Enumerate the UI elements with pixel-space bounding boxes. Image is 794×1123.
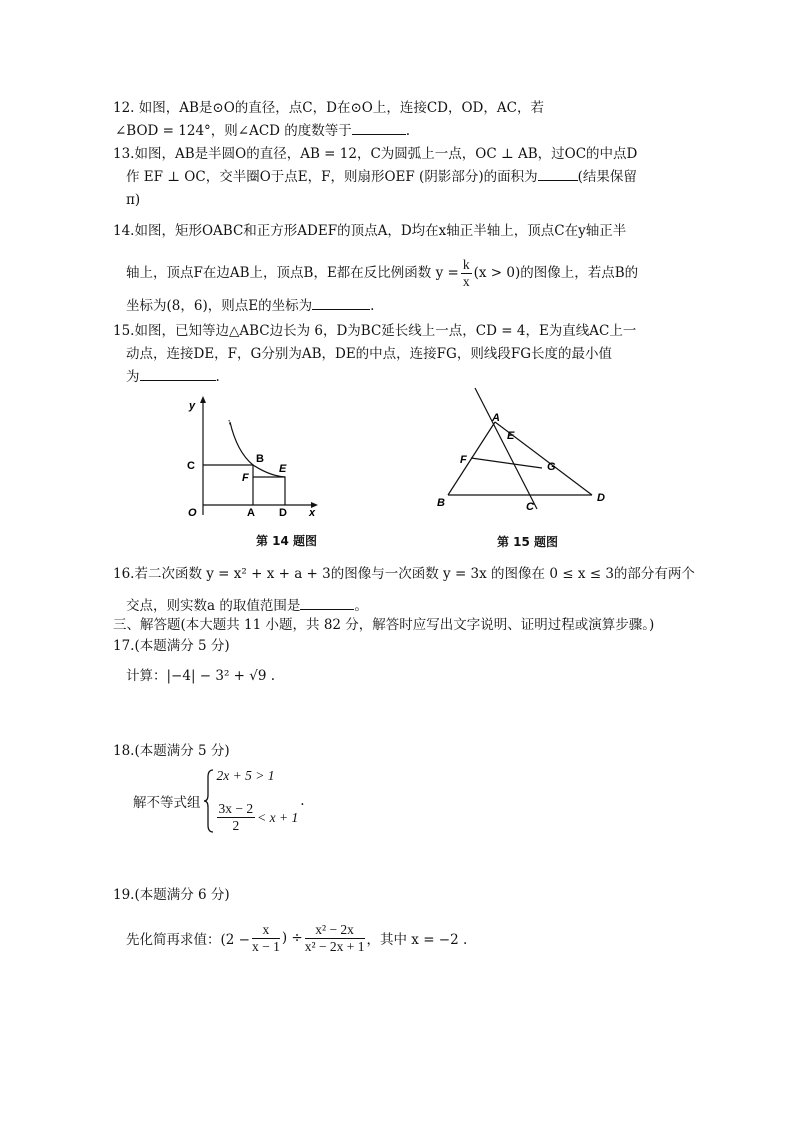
q19-fraction-2 bbox=[305, 922, 365, 955]
q19-head: 19.(本题满分 6 分) bbox=[113, 887, 230, 903]
q15-line3 bbox=[126, 368, 220, 386]
label-E: E bbox=[279, 463, 287, 475]
label-G: G bbox=[547, 461, 556, 473]
q15-line2: 动点，连接DE，F，G分别为AB，DE的中点，连接FG，则线段FG长度的最小值 bbox=[126, 346, 612, 362]
label-A: A bbox=[492, 412, 500, 424]
figure-15-caption: 第 15 题图 bbox=[497, 535, 559, 549]
figure-14-caption: 第 14 题图 bbox=[256, 534, 318, 548]
section-3-heading: 三、解答题(本大题共 11 小题，共 82 分，解答时应写出文字说明、证明过程或演算步骤。) bbox=[113, 617, 655, 633]
inequality-2-tail: < x + 1 bbox=[257, 809, 299, 825]
q14-end: . bbox=[370, 298, 375, 314]
q12-line1: 12. 如图，AB是⊙O的直径，点C，D在⊙O上，连接CD，OD，AC，若 bbox=[113, 100, 544, 116]
q13-text: 作 EF ⊥ OC，交半圈O于点E，F，则扇形OEF (阴影部分)的面积为 bbox=[126, 169, 538, 185]
answer-blank bbox=[140, 368, 216, 381]
q14-text-a: 轴上，顶点F在边AB上，顶点B，E都在反比例函数 y = bbox=[126, 265, 459, 281]
figure-14 bbox=[175, 392, 325, 524]
q14-line2 bbox=[126, 255, 638, 291]
q18-label: 解不等式组 bbox=[133, 795, 201, 811]
frac-den: x − 1 bbox=[251, 938, 280, 954]
q17-body: 计算：|−4| − 3² + √9 . bbox=[126, 668, 276, 684]
label-C: C bbox=[526, 501, 534, 513]
label-C: C bbox=[187, 460, 195, 472]
q14-text: 坐标为(8，6)，则点E的坐标为 bbox=[126, 298, 313, 314]
q13-line3: π) bbox=[126, 192, 141, 208]
answer-blank bbox=[352, 122, 406, 135]
figure-15 bbox=[430, 385, 615, 520]
q18-fraction bbox=[217, 801, 256, 834]
q15-line1: 15.如图，已知等边△ABC边长为 6，D为BC延长线上一点，CD = 4，E为直线AC上一 bbox=[113, 323, 637, 339]
q19-mid: ) ÷ bbox=[281, 930, 303, 946]
q12-line2 bbox=[115, 122, 410, 140]
q14-line1: 14.如图，矩形OABC和正方形ADEF的顶点A，D均在x轴正半轴上，顶点C在y轴正半 bbox=[113, 223, 627, 239]
q18-inequalities bbox=[217, 768, 299, 834]
q19-label: 先化简再求值：(2 − bbox=[126, 932, 250, 948]
q13-line2 bbox=[126, 168, 637, 186]
q16-text: 交点，则实数a 的取值范围是 bbox=[126, 598, 301, 614]
q19-tail: ，其中 x = −2 . bbox=[366, 932, 468, 948]
q16-end: 。 bbox=[354, 598, 368, 614]
q16-line1: 16.若二次函数 y = x² + x + a + 3的图像与一次函数 y = 3x 的图像在 0 ≤ x ≤ 3的部分有两个 bbox=[113, 566, 695, 582]
label-A: A bbox=[247, 507, 255, 519]
answer-blank bbox=[300, 597, 354, 610]
frac-den: 2 bbox=[232, 818, 240, 833]
frac-num: x bbox=[252, 922, 280, 939]
label-D: D bbox=[597, 492, 605, 504]
frac-num: x² − 2x bbox=[305, 922, 365, 939]
q14-text-b: (x > 0)的图像上，若点B的 bbox=[473, 265, 639, 281]
label-F: F bbox=[460, 454, 467, 466]
q15-end: . bbox=[215, 369, 220, 385]
frac-den: x bbox=[462, 273, 470, 289]
frac-num: 3x − 2 bbox=[218, 801, 254, 816]
answer-blank bbox=[312, 297, 370, 310]
q16-line2 bbox=[126, 597, 368, 615]
label-B: B bbox=[437, 497, 445, 509]
q13-line1: 13.如图，AB是半圆O的直径，AB = 12，C为圆弧上一点，OC ⊥ AB，过OC的中点D bbox=[113, 146, 638, 162]
k-over-x-fraction bbox=[461, 257, 472, 290]
label-O: O bbox=[188, 507, 197, 519]
q12-text: ∠BOD = 124°，则∠ACD 的度数等于 bbox=[115, 123, 352, 139]
q13-end: (结果保留 bbox=[577, 169, 637, 185]
label-y: y bbox=[189, 400, 196, 412]
frac-den: x² − 2x + 1 bbox=[304, 938, 365, 954]
q12-end: . bbox=[405, 123, 411, 139]
answer-blank bbox=[538, 168, 578, 181]
q17-head: 17.(本题满分 5 分) bbox=[113, 638, 230, 654]
inequality-1: 2x + 5 > 1 bbox=[216, 768, 275, 783]
label-D: D bbox=[279, 507, 287, 519]
label-E: E bbox=[507, 430, 515, 442]
q19-expression bbox=[126, 918, 467, 958]
q18-system bbox=[133, 768, 305, 834]
q18-end: . bbox=[300, 793, 305, 809]
q18-head: 18.(本题满分 5 分) bbox=[113, 743, 230, 759]
label-F: F bbox=[242, 472, 249, 484]
brace-icon bbox=[203, 769, 215, 833]
q19-fraction-1 bbox=[252, 922, 280, 955]
inequality-2 bbox=[217, 801, 299, 834]
q14-line3 bbox=[126, 297, 374, 315]
frac-num: k bbox=[462, 256, 470, 272]
label-B: B bbox=[256, 453, 264, 465]
q15-text: 为 bbox=[126, 369, 140, 385]
label-x: x bbox=[309, 507, 316, 519]
